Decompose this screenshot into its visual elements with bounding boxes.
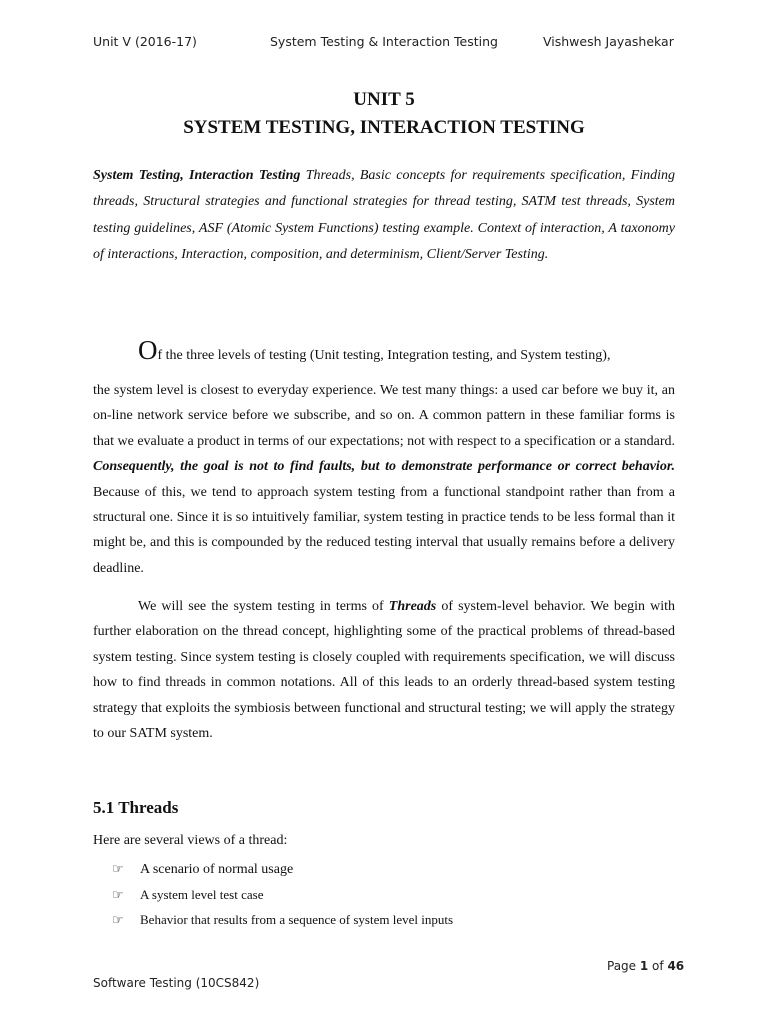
abstract-lead: System Testing, Interaction Testing bbox=[93, 168, 301, 183]
list-item-text: A system level test case bbox=[140, 887, 264, 902]
footer-course: Software Testing (10CS842) bbox=[93, 976, 260, 990]
header-author: Vishwesh Jayashekar bbox=[543, 34, 674, 49]
running-header bbox=[0, 34, 768, 54]
header-unit: Unit V (2016-17) bbox=[93, 34, 197, 49]
header-topic: System Testing & Interaction Testing bbox=[270, 34, 498, 49]
unit-abstract bbox=[93, 163, 675, 268]
threads-text-b: of system-level behavior. We begin with further elaboration on the thread concept, highlighting some of the practical problems of thread-based system testing. Since system testing is closely coupled with requirements specification, we will discuss how to find threads in common notations. All of this leads to an orderly thread-based system testing strategy that exploits the symbiosis between functional and structural testing; we will apply the strategy to our SATM system. bbox=[93, 599, 675, 742]
unit-title: UNIT 5 bbox=[353, 89, 415, 110]
pointing-hand-icon: ☞ bbox=[112, 862, 124, 877]
intro-emphasis: Consequently, the goal is not to find faults, but to demonstrate performance or correct behavior. bbox=[93, 459, 675, 475]
pointing-hand-icon: ☞ bbox=[112, 913, 124, 928]
section-intro: Here are several views of a thread: bbox=[93, 833, 288, 848]
intro-paragraph bbox=[93, 335, 675, 581]
list-item bbox=[112, 907, 453, 932]
intro-first-line-text: f the three levels of testing (Unit testing, Integration testing, and System testing), bbox=[157, 348, 611, 363]
pointing-hand-icon: ☞ bbox=[112, 888, 124, 903]
list-item bbox=[112, 857, 453, 882]
section-heading: 5.1 Threads bbox=[93, 798, 179, 817]
page-current: 1 bbox=[639, 959, 649, 973]
list-item-text: Behavior that results from a sequence of system level inputs bbox=[140, 912, 454, 927]
page-number: Page 1 of 46 bbox=[607, 959, 685, 973]
abstract-text: Threads, Basic concepts for requirements specification, Finding threads, Structural strategies and functional strategies for thread testing, SATM test threads, System testing guidelines, ASF (Atomic System Functions) testing example. Context of interaction, A taxonomy of interactions, Interaction, composition, and determinism, Client/Server Testing. bbox=[93, 168, 675, 262]
page-total: 46 bbox=[667, 959, 685, 973]
list-item-text: A scenario of normal usage bbox=[140, 862, 294, 877]
threads-emphasis: Threads bbox=[388, 599, 437, 614]
drop-cap: O bbox=[138, 335, 158, 365]
list-item bbox=[112, 882, 453, 907]
intro-text-b: Because of this, we tend to approach system testing from a functional standpoint rather than from a structural one. Since it is so intuitively familiar, system testing in practice tends to be less formal than it might be, and this is compounded by the reduced testing interval that usually remains before a delivery deadline. bbox=[93, 484, 675, 576]
intro-text-a: the system level is closest to everyday experience. We test many things: a used car before we buy it, an on-line network service before we subscribe, and so on. A common pattern in these familiar forms is that we evaluate a product in terms of our expectations; not with respect to a specification or a standard. bbox=[93, 383, 675, 449]
unit-subtitle: SYSTEM TESTING, INTERACTION TESTING bbox=[183, 117, 585, 138]
thread-views-list bbox=[112, 857, 453, 932]
threads-paragraph bbox=[93, 594, 675, 746]
threads-text-a: We will see the system testing in terms of bbox=[138, 599, 389, 614]
intro-first-line bbox=[93, 335, 675, 373]
